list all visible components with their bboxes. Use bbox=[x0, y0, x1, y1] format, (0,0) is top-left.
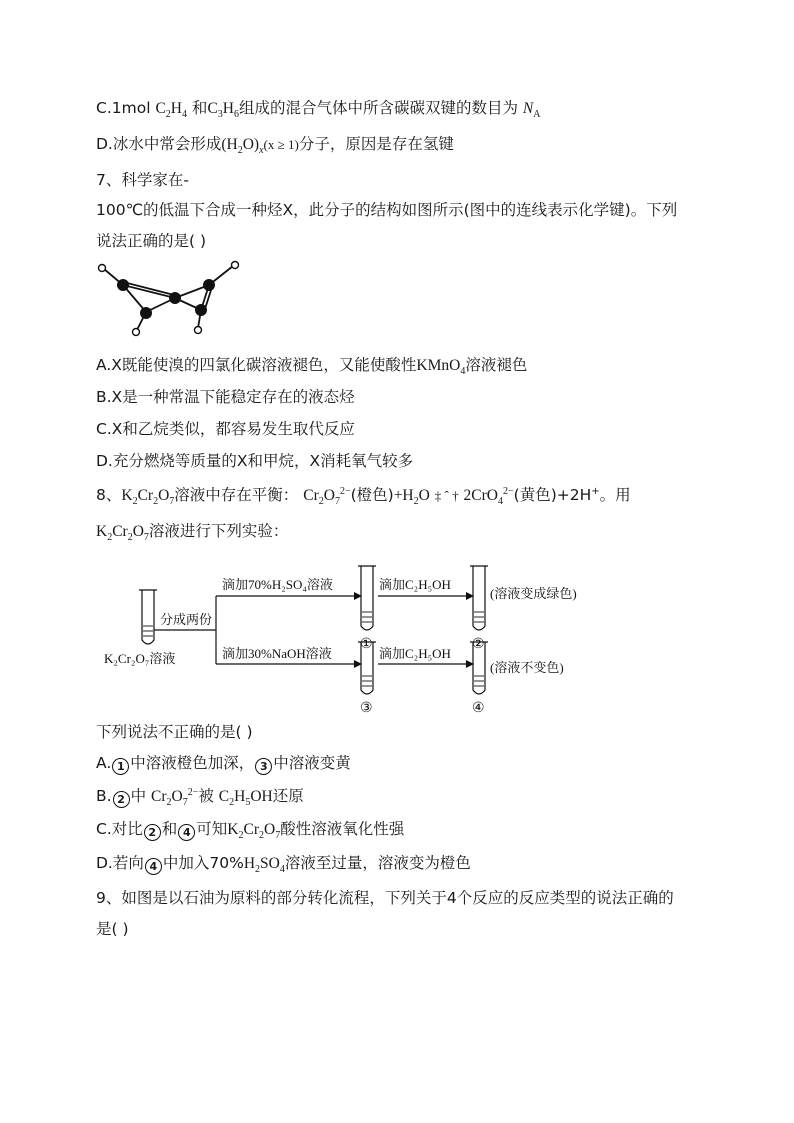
q6-option-c: C.1mol $C_2H_4$ 和$C_3H_6$组成的混合气体中所含碳碳双键的数目为 $N_A$ bbox=[96, 99, 541, 121]
q9-stem-line2: 是( ) bbox=[96, 920, 129, 938]
q8-option-b: B. 2 中 $Cr_2O_7^{2-}$被 $C_2H_5OH$还原 bbox=[96, 786, 304, 809]
q8-option-c: C.对比 2 和 4 可知$K_2Cr_2O_7$酸性溶液氧化性强 bbox=[96, 820, 405, 842]
q8-stem-line1: 8、$K_2Cr_2O_7$溶液中存在平衡： $Cr_2O_7^{2-}$(橙色)$+H_2O$ ‡ ˆ † 2CrO$_4^{2-}$(黄色)+2H+。用 bbox=[96, 485, 631, 508]
q8-option-a: A. 1 中溶液橙色加深， 3 中溶液变黄 bbox=[96, 754, 351, 773]
ethanol-bottom-label: 滴加C₂H₅OH bbox=[379, 646, 451, 661]
test-tube-2 bbox=[473, 566, 485, 630]
tube-label-3: ③ bbox=[360, 701, 373, 716]
result-2-label: (溶液变成绿色) bbox=[490, 586, 577, 601]
reagent-top-label: 滴加70%H₂SO₄溶液 bbox=[222, 577, 333, 592]
q8-option-d: D.若向 4 中加入$70\%H_2SO_4$溶液至过量，溶液变为橙色 bbox=[96, 854, 471, 876]
ethanol-top-label: 滴加C₂H₅OH bbox=[379, 577, 451, 592]
q7-option-b: B.X是一种常温下能稳定存在的液态烃 bbox=[96, 388, 355, 406]
q7-stem-line2: 100℃的低温下合成一种烃X，此分子的结构如图所示(图中的连线表示化学键)。下列 bbox=[96, 201, 678, 219]
q8-stem-line2: $K_2Cr_2O_7$溶液进行下列实验： bbox=[96, 522, 289, 544]
test-tube-1 bbox=[361, 566, 373, 630]
q6-option-d: D.冰水中常会形成$(H_2O)_x(x \ge 1)$分子，原因是存在氢键 bbox=[96, 135, 454, 157]
q7-option-d: D.充分燃烧等质量的X和甲烷，X消耗氧气较多 bbox=[96, 452, 414, 470]
q8-question: 下列说法不正确的是( ) bbox=[96, 723, 253, 741]
q7-stem-line1: 7、科学家在- bbox=[96, 171, 189, 189]
q7-stem-line3: 说法正确的是( ) bbox=[96, 232, 207, 250]
tube-label-2: ② bbox=[472, 637, 485, 652]
result-4-label: (溶液不变色) bbox=[490, 660, 564, 675]
q8-experiment-diagram bbox=[96, 560, 616, 720]
q7-option-a: A.X既能使溴的四氯化碳溶液褪色，又能使酸性KMnO$_4$溶液褪色 bbox=[96, 356, 528, 378]
split-label: 分成两份 bbox=[160, 612, 213, 627]
tube-label-1: ① bbox=[360, 637, 373, 652]
molecule-x-structure bbox=[94, 258, 254, 338]
reagent-bottom-label: 滴加30%NaOH溶液 bbox=[222, 646, 332, 661]
start-solution-label: K₂Cr₂O₇溶液 bbox=[104, 651, 176, 666]
tube-label-4: ④ bbox=[472, 701, 485, 716]
q7-option-c: C.X和乙烷类似，都容易发生取代反应 bbox=[96, 420, 355, 438]
q9-stem-line1: 9、如图是以石油为原料的部分转化流程，下列关于4个反应的反应类型的说法正确的 bbox=[96, 889, 674, 907]
